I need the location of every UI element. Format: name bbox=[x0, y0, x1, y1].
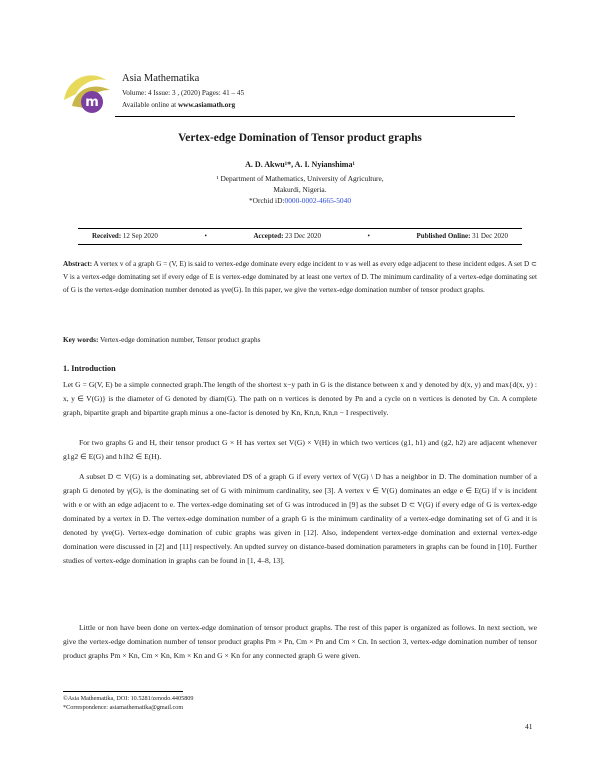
received-date bbox=[92, 232, 158, 240]
intro-paragraph-4: Little or non have been done on vertex-edge domination of tensor product graphs. The rest of this paper is organized as follows. In next section, we give the vertex-edge domination number of tensor product graphs Pm × Pn, Cm × Pn and Cm × Cn. In section 3, vertex-edge domination number of tensor product graphs Pm × Kn, Cm × Kn, Km × Kn and G × Kn for any connected graph G were given. bbox=[63, 623, 537, 660]
orcid-link[interactable]: 0000-0002-4665-5040 bbox=[284, 196, 352, 205]
journal-availability bbox=[122, 101, 235, 109]
keywords-text: Vertex-edge domination number, Tensor product graphs bbox=[100, 336, 261, 344]
intro-paragraph-3: A subset D ⊂ V(G) is a dominating set, abbreviated DS of a graph G if every vertex of V(G) \ D has a neighbor in D. The domination number of a graph G denoted by γ(G), is the dominating set of G with minimum cardinality, see [3]. A vertex v ∈ V(G) dominates an edge e ∈ E(G) if v is incident with e or with an edge adjacent to e. The vertex-edge dominating set of G was introduced in [9] as the subset D ⊂ V(G) if every edge of G is vertex-edge dominated by a vertex in D. The vertex-edge domination number of a graph G is the minimum cardinality of a vertex-edge dominating set of G and it is denoted by γve(G). Vertex-edge domination of cubic graphs was given in [12]. Also, independent vertex-edge domination and external vertex-edge domination were discussed in [2] and [11] respectively. An updted survey on distance-based domination parameters in graphs can be found in [10]. Further studies of vertex-edge domination in graphs can be found in [1, 4–8, 13]. bbox=[63, 472, 537, 565]
svg-text:m: m bbox=[85, 95, 99, 110]
footnote-correspondence: *Correspondence: asiamathematika@gmail.com bbox=[63, 704, 184, 711]
header-divider bbox=[115, 116, 515, 117]
intro-paragraph-2: For two graphs G and H, their tensor product G × H has vertex set V(G) × V(H) in which two vertices (g1, h1) and (g2, h2) are adjacent whenever g1g2 ∈ E(G) and h1h2 ∈ E(H). bbox=[63, 438, 537, 461]
accepted-label: Accepted: bbox=[253, 232, 284, 240]
keywords-label: Key words: bbox=[63, 336, 99, 344]
abstract-text: A vertex v of a graph G = (V, E) is said to vertex-edge dominate every edge incident to v as well as every edge adjacent to these incident edges. A set D ⊂ V is a vertex-edge dominating set if every edge of E is vertex-edge dominated by at least one vertex of D. The minimum cardinality of a vertex-edge dominating set of G is the vertex-edge domination number denoted as γve(G). In this paper, we give the vertex-edge domination number of tensor product graphs. bbox=[63, 260, 537, 294]
page-number: 41 bbox=[525, 722, 533, 731]
orcid-prefix: *Orchid iD: bbox=[248, 196, 285, 205]
published-label: Published Online: bbox=[416, 232, 471, 240]
paper-authors: A. D. Akwu¹*, A. I. Nyianshima¹ bbox=[245, 160, 355, 169]
bullet-1: • bbox=[204, 232, 207, 240]
abstract-label: Abstract: bbox=[63, 260, 93, 268]
intro-paragraph-1: Let G = G(V, E) be a simple connected graph.The length of the shortest x−y path in G is the distance between x and y denoted by d(x, y) and max{d(x, y) : x, y ∈ V(G)} is the diameter of G denoted by diam(G). The path on n vertices is denoted by Pn and a cycle on n vertices is denoted by Cn. A complete graph, bipartite graph and bipartite graph minus a one-factor is denoted by Kn, Kn,n, Kn,n − I respectively. bbox=[63, 380, 537, 417]
orcid-line bbox=[0, 196, 600, 205]
footnote-copyright: ©Asia Mathematika, DOI: 10.5281/zenodo.4405809 bbox=[63, 695, 194, 702]
paper-title: Vertex-edge Domination of Tensor product graphs bbox=[178, 132, 422, 144]
journal-url-link[interactable]: www.asiamath.org bbox=[177, 101, 236, 109]
footnote-rule bbox=[63, 691, 183, 692]
availability-prefix: Available online at bbox=[122, 101, 178, 109]
accepted-date bbox=[253, 232, 320, 240]
intro-heading: 1. Introduction bbox=[63, 364, 116, 373]
abstract bbox=[63, 258, 537, 297]
received-value: 12 Sep 2020 bbox=[122, 232, 158, 240]
journal-name: Asia Mathematika bbox=[122, 73, 200, 84]
published-date bbox=[417, 232, 508, 240]
journal-volume-info: Volume: 4 Issue: 3 , (2020) Pages: 41 – 45 bbox=[122, 89, 245, 97]
affiliation-line-1: ¹ Department of Mathematics, University of Agriculture, bbox=[216, 174, 384, 183]
dates-bottom-rule bbox=[78, 244, 522, 245]
journal-logo-icon bbox=[62, 70, 118, 114]
dates-row bbox=[78, 232, 522, 240]
bullet-2: • bbox=[367, 232, 370, 240]
keywords bbox=[63, 334, 537, 347]
received-label: Received: bbox=[92, 232, 122, 240]
dates-top-rule bbox=[78, 228, 522, 229]
published-value: 31 Dec 2020 bbox=[472, 232, 508, 240]
affiliation-line-2: Makurdi, Nigeria. bbox=[273, 185, 327, 194]
accepted-value: 23 Dec 2020 bbox=[285, 232, 321, 240]
